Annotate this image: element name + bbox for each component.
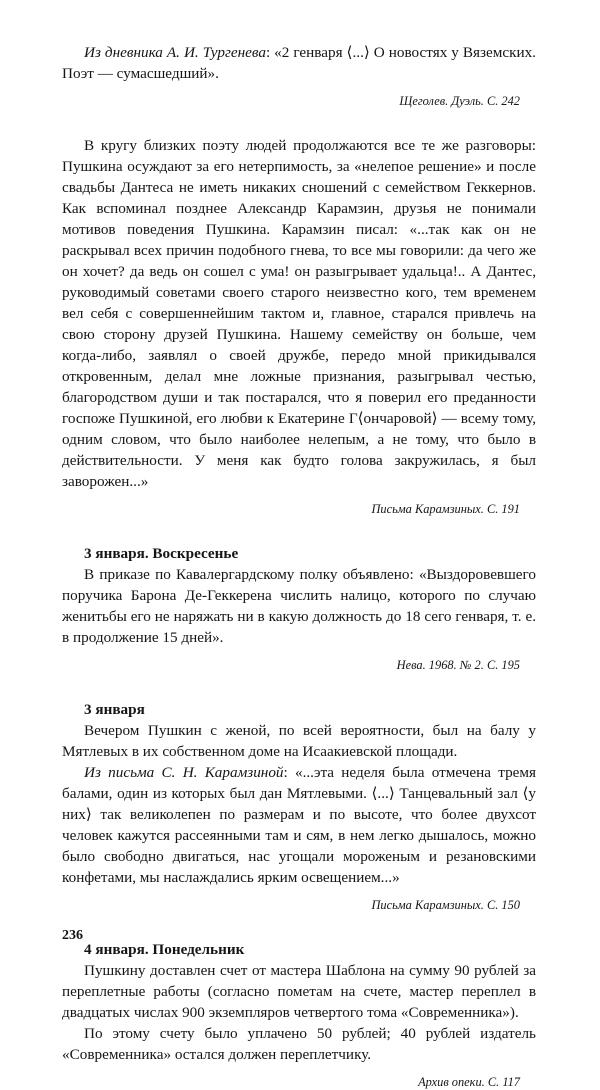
paragraph-payment: По этому счету было уплачено 50 рублей; 40 рублей издатель «Современника» остался должен переплетчику. xyxy=(62,1025,536,1063)
source-citation: Письма Карамзиных. С. 150 xyxy=(371,898,520,912)
diary-quote-turgenev xyxy=(62,42,536,84)
paragraph-binding-invoice: Пушкину доставлен счет от мастера Шаблона на сумму 90 рублей за переплетные работы (согласно пометам на счете, мастер переплел в двадцатых числах 900 экземпляров четвертого тома «Современника»). xyxy=(62,962,536,1021)
date-heading: 3 января. Воскресенье xyxy=(84,545,239,562)
quote-intro: Из дневника А. И. Тургенева xyxy=(84,44,266,61)
source-citation: Щеголев. Дуэль. С. 242 xyxy=(399,94,520,108)
quote-intro: Из письма С. Н. Карамзиной xyxy=(84,764,284,781)
paragraph-myatlev-ball: Вечером Пушкин с женой, по всей вероятности, был на балу у Мятлевых в их собственном доме на Исаакиевской площади. xyxy=(62,722,536,760)
source-citation: Письма Карамзиных. С. 191 xyxy=(371,502,520,516)
quote-text: : «...эта неделя была отмечена тремя балами, один из которых был дан Мятлевыми. ⟨...⟩ Танцевальный зал ⟨у них⟩ так великолепен по размерам и по высоте, что более двухсот человек кажутся рассеянными там и сям, в нем легко дышалось, можно было свободно двигаться, нас угощали мороженым и резановскими конфетами, мы наслаждались ярким освещением...» xyxy=(62,764,537,886)
date-heading: 4 января. Понедельник xyxy=(84,941,245,958)
date-heading: 3 января xyxy=(84,701,145,718)
source-citation: Нева. 1968. № 2. С. 195 xyxy=(396,658,520,672)
letter-quote-karamzina xyxy=(62,762,536,888)
quote-text: : «2 генваря ⟨...⟩ О новостях у Вяземских. Поэт — сумасшедший». xyxy=(62,44,536,82)
paragraph-regiment-order: В приказе по Кавалергардскому полку объявлено: «Выздоровевшего поручика Барона Де-Геккерена числить налицо, которого по случаю женитьбы его не наряжать ни в какую должность до 18 сего генваря, т. е. в продолжение 15 дней». xyxy=(62,566,536,646)
page-number: 236 xyxy=(62,928,83,943)
paragraph-karamzin-recollection: В кругу близких поэту людей продолжаются все те же разговоры: Пушкина осуждают за его нетерпимость, за «нелепое решение» и после свадьбы Дантеса не иметь никаких сношений с семейством Геккернов. Как вспоминал позднее Александр Карамзин, друзья не понимали мотивов поведения Пушкина. Карамзин писал: «...так как он не раскрывал всех причин подобного гнева, то все мы говорили: да чего же он хочет? да ведь он сошел с ума! он разыгрывает удальца!.. А Дантес, руководимый советами своего старого неизвестно кого, тем временем вел себя с совершеннейшим тактом и, главное, старался привлечь на свою сторону друзей Пушкина. Нашему семейству он больше, чем когда-либо, заявлял о своей дружбе, передо мной прикидывался откровенным, делал мне ложные признания, разыгрывал честью, благородством души и так постарался, что я поверил его преданности госпоже Пушкиной, его любви к Екатерине Г⟨ончаровой⟩ — всему тому, одним словом, что было наиболее нелепым, а не тому, что было в действительности. У меня как будто голова закружилась, я был заворожен...» xyxy=(62,137,536,490)
source-citation: Архив опеки. С. 117 xyxy=(418,1075,520,1089)
